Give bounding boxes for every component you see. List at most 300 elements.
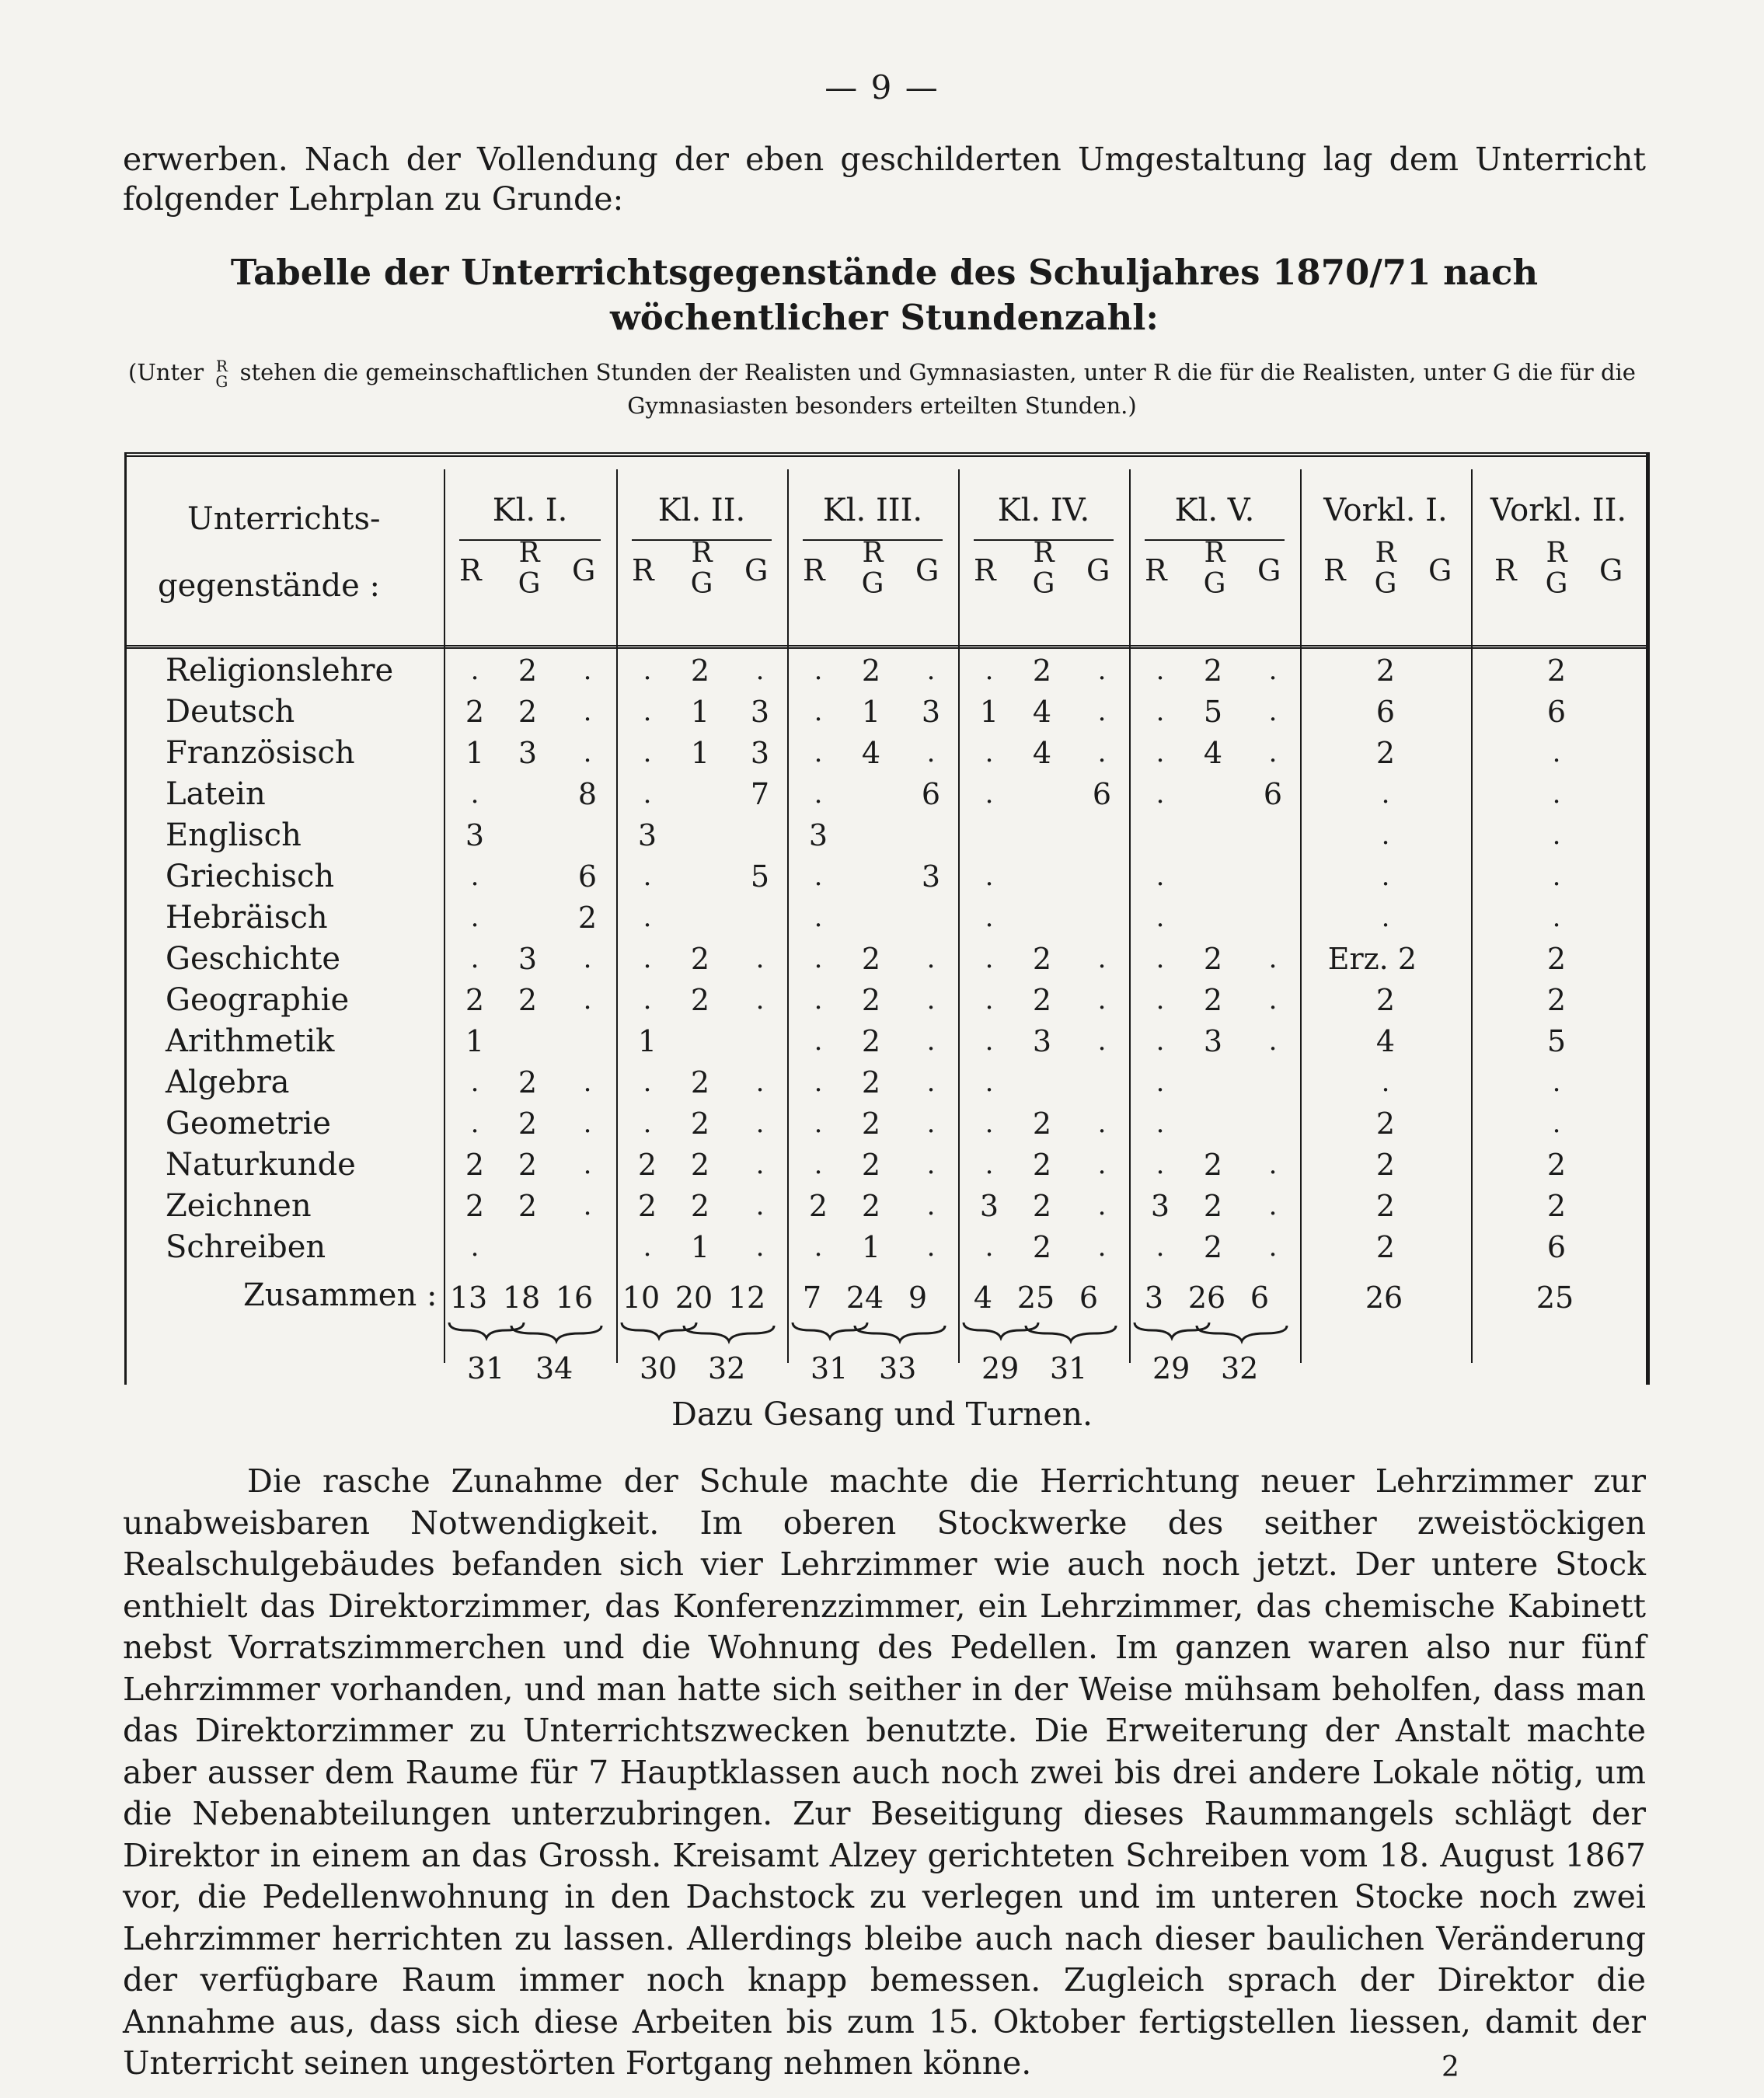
hours-cell: 1 — [465, 736, 485, 770]
subject-name: Deutsch — [166, 694, 295, 730]
sub-rg-top: R — [862, 537, 884, 569]
hours-cell: 2 — [1203, 983, 1223, 1017]
cell-dot: . — [1156, 1067, 1165, 1098]
sub-rg-top: R — [1546, 537, 1567, 569]
brace-path — [511, 1326, 601, 1341]
total-cell: 13 — [449, 1281, 488, 1315]
frac-top: R — [215, 357, 228, 375]
hours-cell: 2 — [1032, 1148, 1052, 1182]
hours-cell: 6 — [921, 777, 941, 811]
column-rule — [616, 469, 618, 1363]
subject-name: Griechisch — [166, 859, 335, 894]
hours-cell: 2 — [1375, 983, 1396, 1017]
sub-rg-top: R — [518, 537, 540, 569]
subject-header-1: Unterrichts- — [187, 501, 381, 537]
hours-cell: 2 — [1375, 736, 1396, 770]
brace-path — [855, 1326, 945, 1341]
cell-dot: . — [1552, 902, 1561, 933]
sub-r: R — [1145, 553, 1167, 587]
cell-dot: . — [643, 861, 652, 892]
hours-cell: 2 — [1375, 1107, 1396, 1141]
hours-cell: 1 — [690, 695, 710, 729]
cell-dot: . — [755, 655, 765, 686]
cell-dot: . — [1268, 1190, 1278, 1222]
cell-dot: . — [985, 1232, 994, 1263]
cell-dot: . — [1156, 1232, 1165, 1263]
cell-dot: . — [583, 1067, 592, 1098]
hours-cell: 3 — [465, 818, 485, 852]
total-cell: 25 — [1016, 1281, 1055, 1315]
hours-cell: 2 — [518, 695, 538, 729]
page-number: — 9 — — [824, 68, 940, 106]
cell-dot: . — [814, 861, 823, 892]
hours-cell: 2 — [518, 983, 538, 1017]
hours-cell: 2 — [861, 1189, 881, 1223]
sum-cell: 30 — [640, 1351, 678, 1385]
note-prefix: (Unter — [128, 359, 204, 385]
hours-cell: 3 — [1203, 1024, 1223, 1058]
hours-cell: 6 — [1263, 777, 1283, 811]
cell-dot: . — [985, 1149, 994, 1180]
sub-rg-bottom: G — [690, 568, 713, 600]
hours-cell: 3 — [979, 1189, 999, 1223]
subject-name: Hebräisch — [166, 900, 328, 936]
class-header: Kl. II. — [657, 493, 746, 528]
cell-dot: . — [1552, 1067, 1561, 1098]
cell-dot: . — [1268, 696, 1278, 727]
hours-cell: 2 — [861, 1065, 881, 1100]
cell-dot: . — [1268, 985, 1278, 1016]
cell-dot: . — [1156, 861, 1165, 892]
hours-cell: 2 — [518, 1189, 538, 1223]
hours-cell: 2 — [637, 1148, 657, 1182]
cell-dot: . — [1156, 985, 1165, 1016]
cell-dot: . — [755, 1232, 765, 1263]
hours-cell: 1 — [861, 695, 881, 729]
cell-dot: . — [643, 1108, 652, 1139]
cell-dot: . — [926, 1149, 936, 1180]
cell-dot: . — [926, 655, 936, 686]
sub-g: G — [1257, 553, 1281, 587]
sub-g: G — [572, 553, 596, 587]
class-header: Kl. IV. — [997, 493, 1090, 528]
hours-cell: 2 — [1032, 653, 1052, 688]
hours-cell: 1 — [979, 695, 999, 729]
total-cell: 7 — [802, 1281, 822, 1315]
subject-name: Schreiben — [166, 1229, 326, 1265]
hours-cell: 2 — [1546, 1189, 1567, 1223]
cell-dot: . — [1268, 1232, 1278, 1263]
sub-rg — [1024, 538, 1063, 600]
cell-dot: . — [985, 737, 994, 768]
class-header: Kl. III. — [822, 493, 923, 528]
cell-dot: . — [583, 1190, 592, 1222]
hours-cell: 2 — [1032, 1107, 1052, 1141]
hours-cell: 2 — [1375, 1189, 1396, 1223]
cell-dot: . — [470, 861, 479, 892]
cell-dot: . — [1268, 1149, 1278, 1180]
column-rule — [1129, 469, 1131, 1363]
cell-dot: . — [814, 1232, 823, 1263]
total-cell: 16 — [555, 1281, 594, 1315]
class-header: Kl. I. — [492, 493, 568, 528]
column-rule — [787, 469, 789, 1363]
cell-dot: . — [755, 1108, 765, 1139]
sub-rg — [853, 538, 892, 600]
hours-cell: 1 — [690, 736, 710, 770]
hours-cell: 2 — [1546, 653, 1567, 688]
cell-dot: . — [814, 1067, 823, 1098]
cell-dot: . — [814, 737, 823, 768]
cell-dot: . — [643, 985, 652, 1016]
sum-cell: 31 — [467, 1351, 505, 1385]
hours-cell: 2 — [465, 983, 485, 1017]
hours-cell: 2 — [1546, 942, 1567, 976]
hours-cell: 6 — [1092, 777, 1112, 811]
cell-dot: . — [985, 779, 994, 810]
hours-cell: 4 — [1032, 695, 1052, 729]
brace-path — [684, 1326, 774, 1341]
sub-g: G — [744, 553, 769, 587]
sub-rg — [1366, 538, 1405, 600]
class-header: Kl. V. — [1174, 493, 1255, 528]
hours-cell: 1 — [465, 1024, 485, 1058]
column-rule — [444, 469, 445, 1363]
table-note — [117, 356, 1647, 422]
brace-path — [1197, 1326, 1287, 1341]
cell-dot: . — [643, 1232, 652, 1263]
hours-cell: 2 — [1203, 1189, 1223, 1223]
hours-cell: 5 — [750, 859, 770, 894]
dazu-line: Dazu Gesang und Turnen. — [671, 1396, 1093, 1433]
cell-dot: . — [1156, 1026, 1165, 1057]
hours-cell: 3 — [518, 736, 538, 770]
hours-cell: 8 — [577, 777, 598, 811]
brace — [1024, 1323, 1117, 1344]
sub-g: G — [1428, 553, 1452, 587]
cell-dot: . — [643, 737, 652, 768]
cell-dot: . — [985, 985, 994, 1016]
sum-cell: 32 — [708, 1351, 746, 1385]
sub-rg-bottom: G — [861, 568, 884, 600]
sub-rg — [510, 538, 549, 600]
sub-r: R — [1494, 553, 1517, 587]
sub-rg-bottom: G — [1203, 568, 1226, 600]
sub-rg — [1195, 538, 1234, 600]
cell-dot: . — [814, 1108, 823, 1139]
intro-paragraph: erwerben. Nach der Vollendung der eben geschilderten Umgestaltung lag dem Unterricht folgender Lehrplan zu Grunde: — [123, 141, 1646, 218]
cell-dot: . — [470, 902, 479, 933]
brace — [1195, 1323, 1288, 1344]
cell-dot: . — [583, 696, 592, 727]
hours-cell: 1 — [861, 1230, 881, 1264]
sub-r: R — [803, 553, 825, 587]
sub-g: G — [1599, 553, 1623, 587]
cell-dot: . — [583, 943, 592, 974]
cell-dot: . — [1268, 1026, 1278, 1057]
total-cell: 24 — [845, 1281, 884, 1315]
column-rule — [1300, 469, 1302, 1363]
hours-cell: 4 — [861, 736, 881, 770]
totals-label: Zusammen : — [243, 1277, 438, 1313]
hours-cell: 2 — [861, 1148, 881, 1182]
cell-dot: . — [814, 779, 823, 810]
cell-dot: . — [470, 779, 479, 810]
hours-cell: 3 — [1032, 1024, 1052, 1058]
total-cell: 12 — [727, 1281, 766, 1315]
sub-r: R — [459, 553, 482, 587]
hours-cell: 2 — [861, 653, 881, 688]
hours-cell: 2 — [690, 1107, 710, 1141]
hours-cell: 2 — [1032, 983, 1052, 1017]
subject-name: Zeichnen — [166, 1188, 312, 1224]
cell-dot: . — [583, 1149, 592, 1180]
cell-dot: . — [1552, 820, 1561, 851]
hours-cell: 4 — [1375, 1024, 1396, 1058]
cell-dot: . — [814, 1149, 823, 1180]
total-cell: 6 — [1250, 1281, 1270, 1315]
cell-dot: . — [1381, 779, 1390, 810]
sub-r: R — [632, 553, 654, 587]
cell-dot: . — [1156, 696, 1165, 727]
cell-dot: . — [755, 1149, 765, 1180]
total-cell: 4 — [973, 1281, 993, 1315]
hours-cell: 2 — [861, 1024, 881, 1058]
cell-dot: . — [1552, 1108, 1561, 1139]
sum-cell: 32 — [1221, 1351, 1259, 1385]
hours-cell: 3 — [1150, 1189, 1170, 1223]
hours-cell: 2 — [518, 653, 538, 688]
cell-dot: . — [985, 943, 994, 974]
cell-dot: . — [1097, 985, 1107, 1016]
subject-name: Englisch — [166, 817, 302, 853]
schedule-table — [124, 452, 1650, 1385]
hours-cell: 2 — [637, 1189, 657, 1223]
hours-cell: Erz. 2 — [1327, 942, 1417, 976]
cell-dot: . — [1097, 655, 1107, 686]
cell-dot: . — [926, 1232, 936, 1263]
hours-cell: 2 — [1546, 1148, 1567, 1182]
cell-dot: . — [643, 902, 652, 933]
brace — [682, 1323, 776, 1344]
cell-dot: . — [1097, 1232, 1107, 1263]
cell-dot: . — [470, 943, 479, 974]
hours-cell: 2 — [1032, 942, 1052, 976]
total-cell: 3 — [1144, 1281, 1164, 1315]
cell-dot: . — [1156, 943, 1165, 974]
hours-cell: 3 — [808, 818, 828, 852]
cell-dot: . — [1097, 943, 1107, 974]
hours-cell: 3 — [750, 695, 770, 729]
cell-dot: . — [814, 655, 823, 686]
table-top-rule — [127, 452, 1646, 457]
table-header-rule — [127, 645, 1646, 649]
signature-mark: 2 — [1442, 2051, 1459, 2083]
cell-dot: . — [1381, 902, 1390, 933]
sum-cell: 34 — [535, 1351, 573, 1385]
cell-dot: . — [1268, 737, 1278, 768]
subject-name: Religionslehre — [166, 653, 394, 688]
sub-rg-bottom: G — [1545, 568, 1568, 600]
hours-cell: 2 — [690, 1189, 710, 1223]
hours-cell: 2 — [861, 942, 881, 976]
column-rule — [958, 469, 960, 1363]
cell-dot: . — [1156, 737, 1165, 768]
subject-name: Naturkunde — [166, 1147, 356, 1183]
subject-name: Algebra — [166, 1065, 290, 1100]
cell-dot: . — [643, 696, 652, 727]
sum-cell: 29 — [981, 1351, 1020, 1385]
cell-dot: . — [814, 943, 823, 974]
cell-dot: . — [470, 1067, 479, 1098]
subject-header-2: gegenstände : — [158, 568, 380, 604]
cell-dot: . — [1268, 943, 1278, 974]
hours-cell: 3 — [518, 942, 538, 976]
class-header: Vorkl. II. — [1490, 493, 1627, 528]
brace — [853, 1323, 946, 1344]
cell-dot: . — [985, 1067, 994, 1098]
cell-dot: . — [926, 985, 936, 1016]
sum-cell: 31 — [811, 1351, 849, 1385]
sum-cell: 33 — [879, 1351, 917, 1385]
sub-rg-bottom: G — [1374, 568, 1397, 600]
cell-dot: . — [926, 1108, 936, 1139]
cell-dot: . — [1097, 1026, 1107, 1057]
subject-name: Geographie — [166, 982, 350, 1018]
cell-dot: . — [755, 985, 765, 1016]
sub-rg-top: R — [691, 537, 713, 569]
cell-dot: . — [985, 902, 994, 933]
cell-dot: . — [1156, 1108, 1165, 1139]
hours-cell: 2 — [1203, 653, 1223, 688]
hours-cell: 4 — [1032, 736, 1052, 770]
cell-dot: . — [583, 985, 592, 1016]
cell-dot: . — [643, 1067, 652, 1098]
sub-rg-top: R — [1204, 537, 1225, 569]
hours-cell: 2 — [518, 1107, 538, 1141]
total-cell: 25 — [1536, 1281, 1574, 1315]
sub-rg — [682, 538, 721, 600]
hours-cell: 2 — [577, 901, 598, 935]
cell-dot: . — [926, 1067, 936, 1098]
hours-cell: 6 — [1546, 695, 1567, 729]
class-header: Vorkl. I. — [1323, 493, 1448, 528]
cell-dot: . — [926, 1190, 936, 1222]
total-cell: 18 — [502, 1281, 541, 1315]
hours-cell: 2 — [690, 1065, 710, 1100]
hours-cell: 3 — [921, 859, 941, 894]
hours-cell: 2 — [1375, 1148, 1396, 1182]
sum-cell: 29 — [1152, 1351, 1191, 1385]
cell-dot: . — [985, 655, 994, 686]
cell-dot: . — [755, 1190, 765, 1222]
cell-dot: . — [470, 1108, 479, 1139]
hours-cell: 2 — [465, 1148, 485, 1182]
cell-dot: . — [1097, 1108, 1107, 1139]
main-paragraph: Die rasche Zunahme der Schule machte die Herrichtung neuer Lehrzimmer zur unabweisbaren Notwendigkeit. Im oberen Stockwerke des seither zweistöckigen Realschulgebäudes befanden sich vier Lehrzimmer wie auch noch jetzt. Der untere Stock enthielt das Direktorzimmer, das Konferenzzimmer, ein Lehrzimmer, das chemische Kabinett nebst Vorratszimmerchen und die Wohnung des Pedellen. Im ganzen waren also nur fünf Lehrzimmer vorhanden, und man hatte sich seither in der Weise mühsam beholfen, dass man das Direktorzimmer zu Unterrichtszwecken benutzte. Die Erweiterung der Anstalt machte aber ausser dem Raume für 7 Hauptklassen auch noch zwei bis drei andere Lokale nötig, um die Nebenabteilungen unterzubringen. Zur Beseitigung dieses Raummangels schlägt der Direktor in einem an das Grossh. Kreisamt Alzey gerichteten Schreiben vom 18. August 1867 vor, die Pedellenwohnung in den Dachstock zu verlegen und im unteren Stocke noch zwei Lehrzimmer herrichten zu lassen. Allerdings bleibe auch nach dieser baulichen Veränderung der verfügbare Raum immer noch knapp bemessen. Zugleich sprach der Direktor die Annahme aus, dass sich diese Arbeiten bis zum 15. Oktober fertigstellen liessen, damit der Unterricht seinen ungestörten Fortgang nehmen könne. — [123, 1462, 1646, 2082]
subject-name: Geometrie — [166, 1106, 331, 1141]
hours-cell: 2 — [1375, 1230, 1396, 1264]
sub-g: G — [915, 553, 940, 587]
sub-r: R — [1323, 553, 1346, 587]
hours-cell: 1 — [690, 1230, 710, 1264]
cell-dot: . — [1552, 861, 1561, 892]
cell-dot: . — [814, 1026, 823, 1057]
cell-dot: . — [985, 861, 994, 892]
cell-dot: . — [755, 943, 765, 974]
cell-dot: . — [985, 1108, 994, 1139]
note-fraction — [215, 358, 228, 389]
hours-cell: 2 — [1546, 983, 1567, 1017]
hours-cell: 6 — [1546, 1230, 1567, 1264]
sub-rg-bottom: G — [1032, 568, 1055, 600]
sub-rg-top: R — [1375, 537, 1396, 569]
hours-cell: 2 — [1203, 1230, 1223, 1264]
sub-rg — [1537, 538, 1576, 600]
total-cell: 20 — [675, 1281, 713, 1315]
hours-cell: 2 — [1203, 1148, 1223, 1182]
hours-cell: 2 — [690, 942, 710, 976]
hours-cell: 2 — [518, 1148, 538, 1182]
hours-cell: 1 — [637, 1024, 657, 1058]
frac-bottom: G — [215, 372, 228, 391]
hours-cell: 4 — [1203, 736, 1223, 770]
hours-cell: 3 — [750, 736, 770, 770]
total-cell: 6 — [1079, 1281, 1099, 1315]
cell-dot: . — [583, 655, 592, 686]
cell-dot: . — [1156, 1149, 1165, 1180]
cell-dot: . — [1097, 696, 1107, 727]
total-cell: 10 — [622, 1281, 661, 1315]
cell-dot: . — [1156, 779, 1165, 810]
hours-cell: 2 — [1203, 942, 1223, 976]
hours-cell: 2 — [1375, 653, 1396, 688]
subject-name: Latein — [166, 776, 266, 812]
cell-dot: . — [643, 655, 652, 686]
subject-name: Geschichte — [166, 941, 341, 977]
total-cell: 26 — [1187, 1281, 1226, 1315]
brace — [510, 1323, 603, 1344]
hours-cell: 6 — [1375, 695, 1396, 729]
hours-cell: 5 — [1203, 695, 1223, 729]
cell-dot: . — [814, 696, 823, 727]
cell-dot: . — [470, 655, 479, 686]
hours-cell: 2 — [1032, 1189, 1052, 1223]
cell-dot: . — [814, 902, 823, 933]
cell-dot: . — [1381, 861, 1390, 892]
sub-rg-top: R — [1033, 537, 1055, 569]
cell-dot: . — [1381, 1067, 1390, 1098]
sum-cell: 31 — [1050, 1351, 1088, 1385]
hours-cell: 2 — [690, 653, 710, 688]
cell-dot: . — [1552, 737, 1561, 768]
cell-dot: . — [926, 1026, 936, 1057]
hours-cell: 2 — [690, 983, 710, 1017]
hours-cell: 3 — [637, 818, 657, 852]
cell-dot: . — [583, 1108, 592, 1139]
cell-dot: . — [1156, 655, 1165, 686]
cell-dot: . — [1268, 655, 1278, 686]
cell-dot: . — [1552, 779, 1561, 810]
cell-dot: . — [926, 943, 936, 974]
subject-name: Arithmetik — [166, 1023, 335, 1059]
cell-dot: . — [1097, 737, 1107, 768]
hours-cell: 2 — [518, 1065, 538, 1100]
sub-rg-bottom: G — [518, 568, 541, 600]
cell-dot: . — [583, 737, 592, 768]
total-cell: 9 — [908, 1281, 928, 1315]
cell-dot: . — [643, 779, 652, 810]
